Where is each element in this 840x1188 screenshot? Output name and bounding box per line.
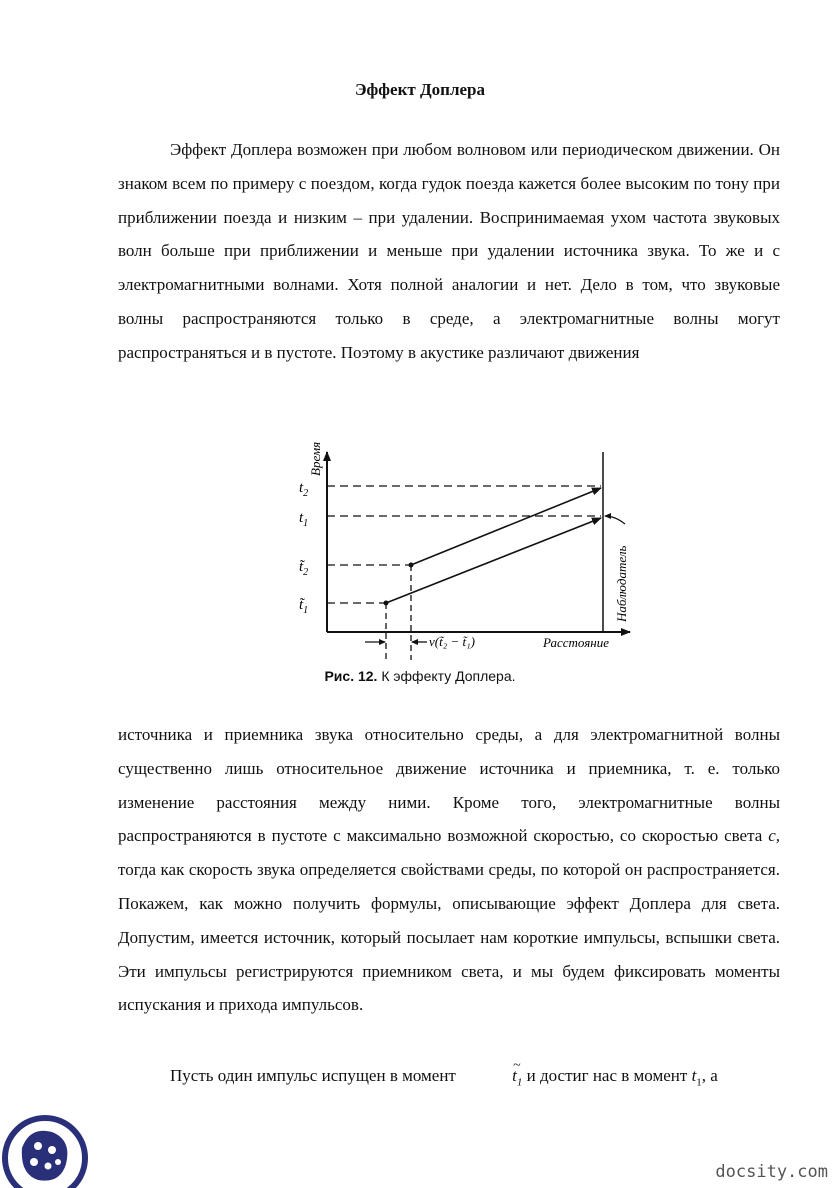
t-tilde-sub: 1 — [516, 1076, 523, 1089]
displacement-label: v(t̃₂ − t̃₁) — [429, 634, 475, 649]
paragraph-impulse-part-c: , а — [701, 1066, 718, 1085]
figure-caption — [0, 668, 840, 684]
t1-var: t — [691, 1066, 697, 1085]
paragraph-impulse-part-b: и достиг нас в момент — [522, 1066, 692, 1085]
caption-number: Рис. 12. — [324, 668, 378, 684]
paragraph-main — [118, 718, 780, 1022]
doppler-figure — [285, 432, 645, 664]
emission-point-1 — [384, 601, 389, 606]
page-title: Эффект Доплера — [354, 80, 486, 99]
speed-of-light-var: c, — [768, 826, 780, 846]
emission-point-2 — [409, 563, 414, 568]
y-axis-label: Время — [308, 441, 323, 476]
tt2-label: $t̃_2$ — [299, 559, 309, 578]
docsity-site-link[interactable]: docsity.com — [715, 1162, 828, 1182]
paragraph-impulse-part-a: Пусть один импульс испущен в момент — [170, 1066, 461, 1085]
paragraph-intro: Эффект Доплера возможен при любом волновом или периодическом движении. Он знаком всем по примеру с поездом, когда гудок поезда кажется более высоким по тону при приближении поезда и низким – при удалении. Воспринимаемая ухом частота звуковых волн больше при приближении и меньше при удалении источника звука. То же и с электромагнитными волнами. Хотя полной аналогии и нет. Дело в том, что звуковые волны распространяются только в среде, а электромагнитные волны могут распространяться и в пустоте. Поэтому в акустике различают движения — [118, 140, 780, 362]
ray-2 — [411, 488, 601, 565]
docsity-logo-icon[interactable] — [0, 1108, 90, 1188]
t1-label: $t_1$ — [299, 510, 309, 529]
paragraph-impulse — [118, 1059, 780, 1100]
t1-sub: 1 — [696, 1076, 702, 1089]
tt1-label: $t̃_1$ — [299, 597, 309, 616]
observer-pointer — [605, 516, 625, 524]
paragraph-main-part-b: тогда как скорость звука определяется свойствами среды, по которой он распространяется. Покажем, как можно получить формулы, описывающие эффект Доплера для света. Допустим, имеется источник, который посылает нам короткие импульсы, вспышки света. Эти импульсы регистрируются приемником света, и мы будем фиксировать моменты испускания и прихода импульсов. — [118, 860, 780, 1015]
caption-text: К эффекту Доплера. — [377, 668, 516, 684]
tilde-mark: ~ — [513, 1058, 521, 1073]
t-tilde-1-var — [460, 1059, 522, 1100]
t-tilde-letter: t — [512, 1066, 517, 1085]
x-axis-label: Расстояние — [543, 635, 609, 650]
observer-label: Наблюдатель — [614, 545, 629, 622]
paragraph-main-part-a: источника и приемника звука относительно среды, а для электромагнитной волны существенно лишь относительное движение источника и приемника, т. е. только изменение расстояния между ними. Кроме того, электромагнитные волны распространяются в пустоте с максимально возможной скоростью, со скоростью света — [118, 725, 780, 846]
t2-label: $t_2$ — [299, 480, 309, 499]
